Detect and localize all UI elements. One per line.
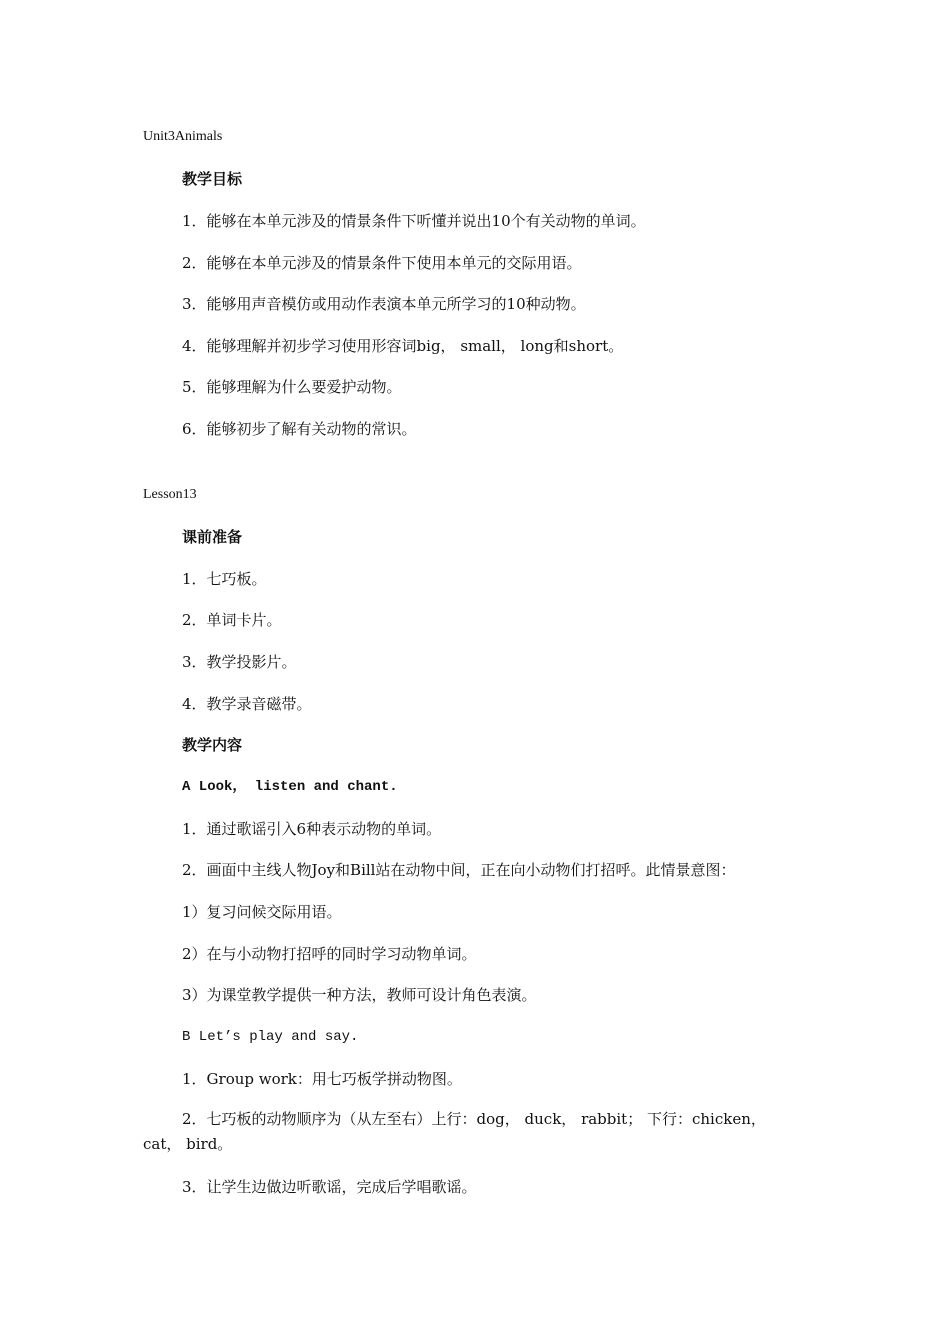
- section-b-heading: B Let’s play and say.: [182, 1029, 359, 1045]
- objective-item: 6．能够初步了解有关动物的常识。: [182, 420, 417, 438]
- objectives-heading: 教学目标: [182, 170, 243, 188]
- prep-item: 2．单词卡片。: [182, 611, 282, 629]
- section-a-item: 2．画面中主线人物Joy和Bill站在动物中间，正在向小动物们打招呼。此情景意图：: [182, 861, 736, 879]
- lesson-title: Lesson13: [143, 487, 197, 502]
- prep-item: 4．教学录音磁带。: [182, 695, 312, 713]
- section-a-item: 1）复习问候交际用语。: [182, 903, 342, 921]
- section-a-item: 2）在与小动物打招呼的同时学习动物单词。: [182, 945, 477, 963]
- section-a-item: 3）为课堂教学提供一种方法，教师可设计角色表演。: [182, 986, 537, 1004]
- objective-item: 2．能够在本单元涉及的情景条件下使用本单元的交际用语。: [182, 254, 582, 272]
- section-a-item: 1．通过歌谣引入6种表示动物的单词。: [182, 820, 442, 838]
- prep-item: 1．七巧板。: [182, 570, 267, 588]
- prep-item: 3．教学投影片。: [182, 653, 297, 671]
- prep-heading: 课前准备: [182, 528, 243, 546]
- section-b-item: 2．七巧板的动物顺序为（从左至右）上行：dog， duck， rabbit； 下行：chicken， cat， bird。: [143, 1110, 766, 1153]
- unit-title: Unit3Animals: [143, 129, 223, 144]
- objective-item: 3．能够用声音模仿或用动作表演本单元所学习的10种动物。: [182, 295, 586, 313]
- section-a-heading: A Look， listen and chant.: [182, 779, 398, 795]
- objective-item: 5．能够理解为什么要爱护动物。: [182, 378, 402, 396]
- content-heading: 教学内容: [182, 736, 243, 754]
- objective-item: 4．能够理解并初步学习使用形容词big， small， long和short。: [182, 337, 624, 355]
- section-b-item: 1．Group work：用七巧板学拼动物图。: [182, 1070, 462, 1088]
- objective-item: 1．能够在本单元涉及的情景条件下听懂并说出10个有关动物的单词。: [182, 212, 646, 230]
- section-b-item: 3．让学生边做边听歌谣，完成后学唱歌谣。: [182, 1178, 477, 1196]
